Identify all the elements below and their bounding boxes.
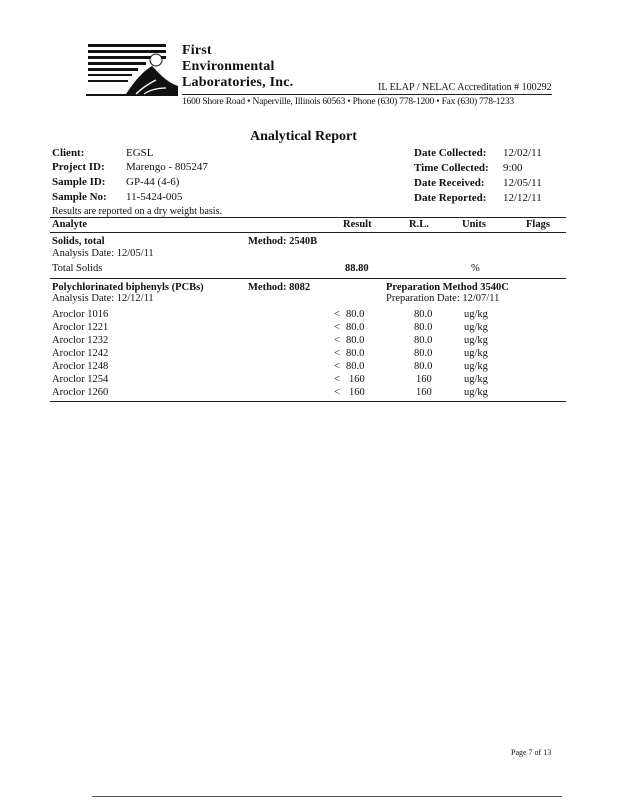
date-collected-label: Date Collected: <box>414 147 487 159</box>
result-qualifier: < <box>334 322 340 333</box>
accreditation: IL ELAP / NELAC Accreditation # 100292 <box>378 82 552 93</box>
table-bottom-rule <box>50 401 566 402</box>
pcb-method: Method: 8082 <box>248 282 311 293</box>
col-analyte: Analyte <box>52 219 87 230</box>
units-value: ug/kg <box>464 335 488 346</box>
table-row <box>0 374 642 387</box>
basis-note: Results are reported on a dry weight basis. <box>52 206 222 217</box>
table-row <box>0 309 642 322</box>
result-value: 80.0 <box>346 348 365 359</box>
client-label: Client: <box>52 147 85 159</box>
solids-section-title: Solids, total <box>52 236 105 247</box>
units-value: ug/kg <box>464 361 488 372</box>
col-units: Units <box>462 219 486 230</box>
analyte-name: Aroclor 1221 <box>52 322 109 333</box>
result-value: 160 <box>349 387 365 398</box>
result-qualifier: < <box>334 374 340 385</box>
solids-section-rule <box>50 278 566 279</box>
rl-value: 80.0 <box>414 322 433 333</box>
result-value: 80.0 <box>346 309 365 320</box>
result-qualifier: < <box>334 348 340 359</box>
sample-id-value: GP-44 (4-6) <box>126 176 180 188</box>
header-rule <box>182 94 552 95</box>
result-value: 160 <box>349 374 365 385</box>
lab-logo <box>86 42 178 104</box>
company-name-line2: Environmental <box>182 59 275 74</box>
page-title: Analytical Report <box>250 129 357 144</box>
pcb-prep-method: Preparation Method 3540C <box>386 282 509 293</box>
project-id-value: Marengo - 805247 <box>126 161 208 173</box>
rl-value: 160 <box>416 374 432 385</box>
analyte-name: Aroclor 1016 <box>52 309 109 320</box>
result-qualifier: < <box>334 335 340 346</box>
footer-rule <box>92 796 562 797</box>
pcb-section-title: Polychlorinated biphenyls (PCBs) <box>52 282 204 293</box>
result-qualifier: < <box>334 387 340 398</box>
sample-no-value: 11-5424-005 <box>126 191 183 203</box>
time-collected-value: 9:00 <box>503 162 523 174</box>
total-solids-units: % <box>471 263 480 274</box>
result-value: 80.0 <box>346 335 365 346</box>
rl-value: 80.0 <box>414 361 433 372</box>
result-qualifier: < <box>334 361 340 372</box>
table-row <box>0 361 642 374</box>
address: 1600 Shore Road • Naperville, Illinois 60563 • Phone (630) 778-1200 • Fax (630) 778-1233 <box>182 97 514 107</box>
rl-value: 160 <box>416 387 432 398</box>
solids-analysis-date: Analysis Date: 12/05/11 <box>52 248 154 259</box>
units-value: ug/kg <box>464 387 488 398</box>
analyte-name: Aroclor 1232 <box>52 335 109 346</box>
rl-value: 80.0 <box>414 348 433 359</box>
table-row <box>0 348 642 361</box>
date-reported-label: Date Reported: <box>414 192 487 204</box>
date-collected-value: 12/02/11 <box>503 147 542 159</box>
table-row <box>0 322 642 335</box>
page-number: Page 7 of 13 <box>511 748 552 757</box>
solids-method: Method: 2540B <box>248 236 318 247</box>
col-result: Result <box>343 219 372 230</box>
client-value: EGSL <box>126 147 154 159</box>
analyte-name: Aroclor 1260 <box>52 387 109 398</box>
analyte-name: Aroclor 1254 <box>52 374 109 385</box>
sample-no-label: Sample No: <box>52 191 107 203</box>
result-value: 80.0 <box>346 322 365 333</box>
company-name-line3: Laboratories, Inc. <box>182 75 294 90</box>
table-row <box>0 335 642 348</box>
date-reported-value: 12/12/11 <box>503 192 542 204</box>
date-received-label: Date Received: <box>414 177 485 189</box>
units-value: ug/kg <box>464 348 488 359</box>
units-value: ug/kg <box>464 374 488 385</box>
rl-value: 80.0 <box>414 309 433 320</box>
col-flags: Flags <box>526 219 550 230</box>
rl-value: 80.0 <box>414 335 433 346</box>
total-solids-result: 88.80 <box>345 263 369 274</box>
project-id-label: Project ID: <box>52 161 105 173</box>
units-value: ug/kg <box>464 322 488 333</box>
date-received-value: 12/05/11 <box>503 177 542 189</box>
sample-id-label: Sample ID: <box>52 176 106 188</box>
table-header-rule <box>50 232 566 233</box>
pcb-prep-date: Preparation Date: 12/07/11 <box>386 293 500 304</box>
analyte-name: Aroclor 1242 <box>52 348 109 359</box>
result-qualifier: < <box>334 309 340 320</box>
pcb-analysis-date: Analysis Date: 12/12/11 <box>52 293 154 304</box>
table-row <box>0 387 642 400</box>
time-collected-label: Time Collected: <box>414 162 489 174</box>
units-value: ug/kg <box>464 309 488 320</box>
analyte-name: Aroclor 1248 <box>52 361 109 372</box>
col-rl: R.L. <box>409 219 429 230</box>
company-name-line1: First <box>182 43 212 58</box>
table-top-rule <box>50 217 566 218</box>
result-value: 80.0 <box>346 361 365 372</box>
total-solids-analyte: Total Solids <box>52 263 103 274</box>
